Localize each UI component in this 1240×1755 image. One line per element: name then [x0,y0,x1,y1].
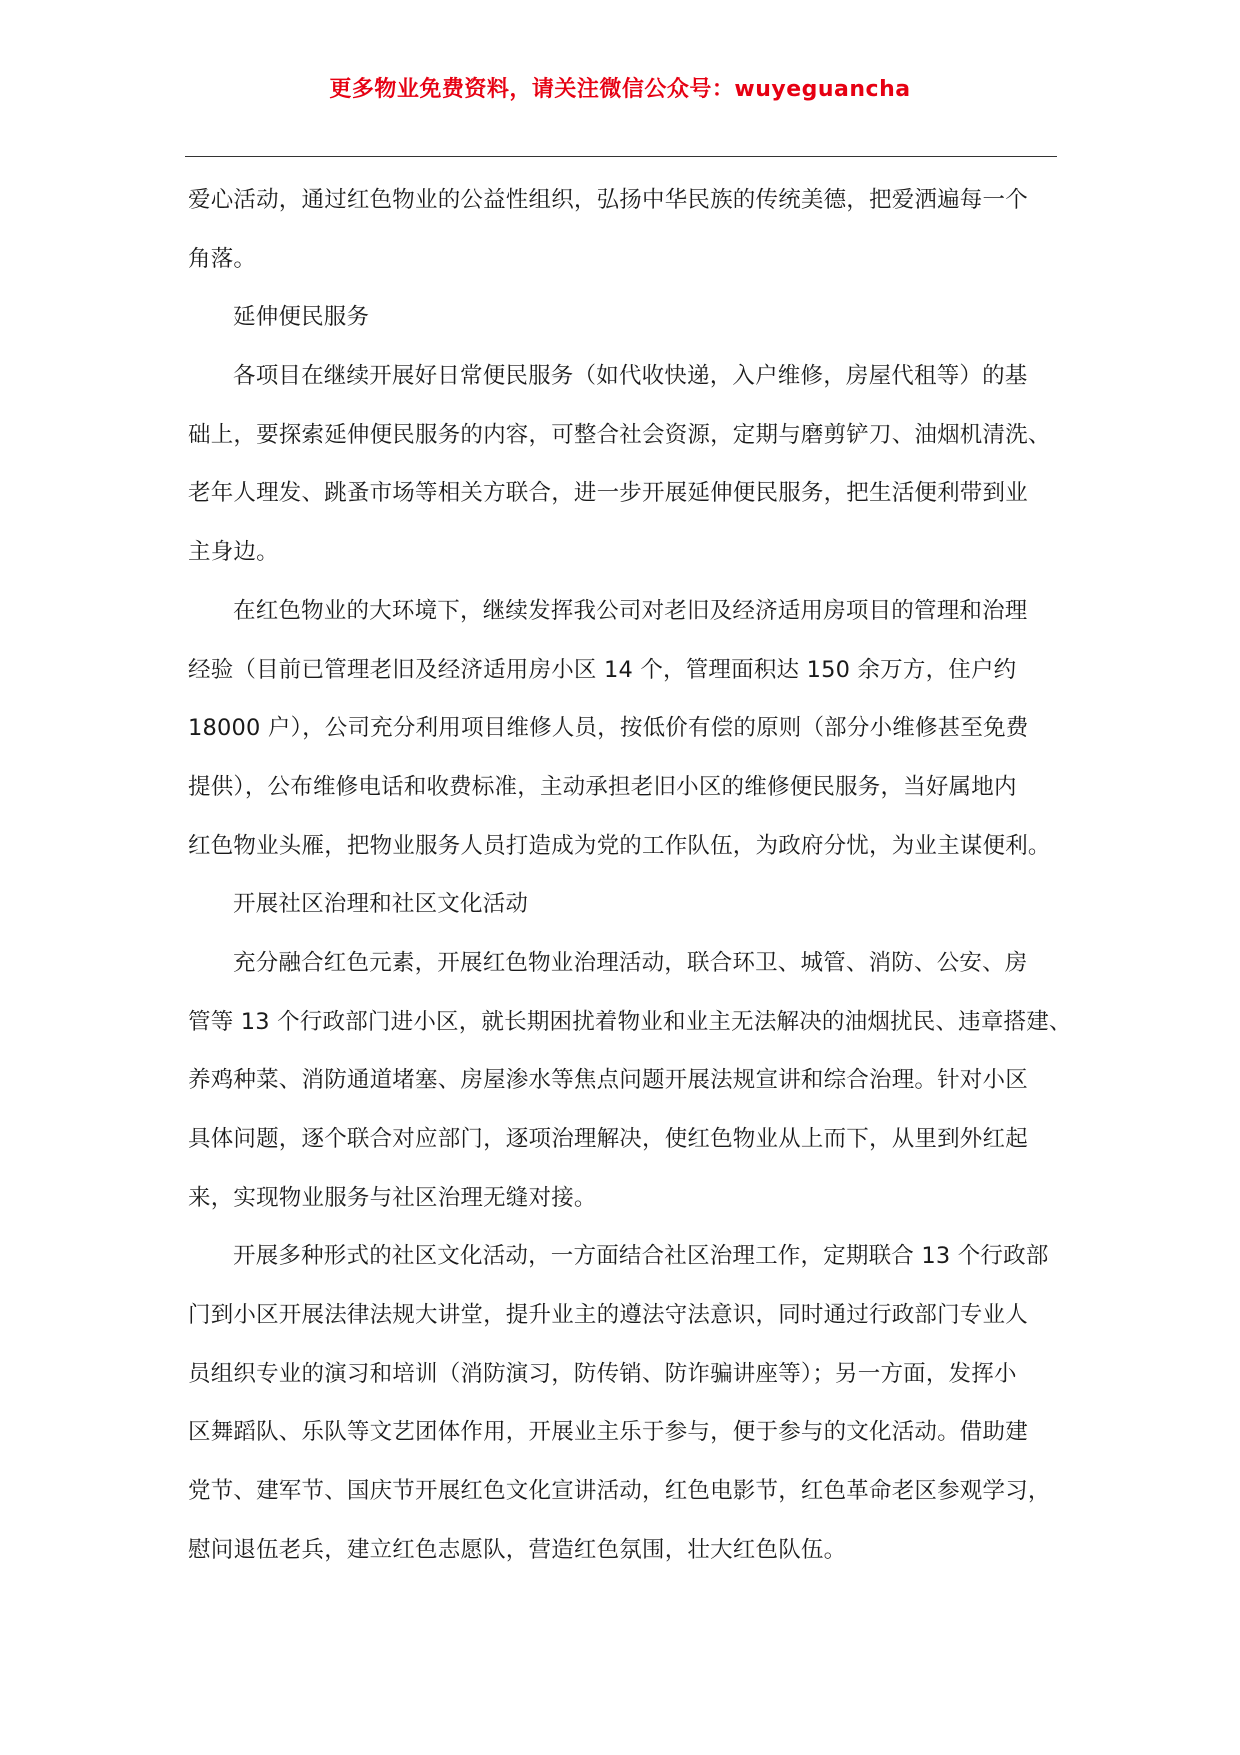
text-line: 红色物业头雁，把物业服务人员打造成为党的工作队伍，为政府分忧，为业主谋便利。 [188,832,1051,859]
text-line: 开展多种形式的社区文化活动，一方面结合社区治理工作，定期联合 13 个行政部 [233,1243,1049,1270]
text-line: 角落。 [188,245,257,272]
text-line: 区舞蹈队、乐队等文艺团体作用，开展业主乐于参与，便于参与的文化活动。借助建 [188,1419,1028,1446]
text-line: 管等 13 个行政部门进小区，就长期困扰着物业和业主无法解决的油烟扰民、违章搭建、 [188,1008,1072,1035]
text-line: 慰问退伍老兵，建立红色志愿队，营造红色氛围，壮大红色队伍。 [188,1536,847,1563]
header-banner: 更多物业免费资料，请关注微信公众号：wuyeguancha [329,77,911,102]
header-divider [185,156,1057,157]
text-line: 充分融合红色元素，开展红色物业治理活动，联合环卫、城管、消防、公安、房 [233,949,1028,976]
text-line: 18000 户），公司充分利用项目维修人员，按低价有偿的原则（部分小维修甚至免费 [188,715,1029,742]
section-heading: 延伸便民服务 [233,304,370,331]
text-line: 门到小区开展法律法规大讲堂，提升业主的遵法守法意识，同时通过行政部门专业人 [188,1302,1028,1329]
text-line: 老年人理发、跳蚤市场等相关方联合，进一步开展延伸便民服务，把生活便利带到业 [188,480,1028,507]
text-line: 来，实现物业服务与社区治理无缝对接。 [188,1184,597,1211]
text-line: 经验（目前已管理老旧及经济适用房小区 14 个，管理面积达 150 余万方，住户约 [188,656,1017,683]
text-line: 爱心活动，通过红色物业的公益性组织，弘扬中华民族的传统美德，把爱洒遍每一个 [188,187,1028,213]
text-line: 提供），公布维修电话和收费标准，主动承担老旧小区的维修便民服务，当好属地内 [188,773,1017,800]
text-line: 础上，要探索延伸便民服务的内容，可整合社会资源，定期与磨剪铲刀、油烟机清洗、 [188,421,1051,448]
text-line: 各项目在继续开展好日常便民服务（如代收快递，入户维修，房屋代租等）的基 [233,363,1028,390]
text-line: 养鸡种菜、消防通道堵塞、房屋渗水等焦点问题开展法规宣讲和综合治理。针对小区 [188,1067,1028,1094]
text-line: 在红色物业的大环境下，继续发挥我公司对老旧及经济适用房项目的管理和治理 [233,597,1028,624]
text-line: 党节、建军节、国庆节开展红色文化宣讲活动，红色电影节，红色革命老区参观学习， [188,1478,1051,1505]
body-text [188,171,1072,1580]
text-line: 主身边。 [188,539,279,566]
text-line: 具体问题，逐个联合对应部门，逐项治理解决，使红色物业从上而下，从里到外红起 [188,1126,1028,1152]
section-heading: 开展社区治理和社区文化活动 [233,891,529,918]
text-line: 员组织专业的演习和培训（消防演习，防传销、防诈骗讲座等）；另一方面，发挥小 [188,1360,1017,1387]
